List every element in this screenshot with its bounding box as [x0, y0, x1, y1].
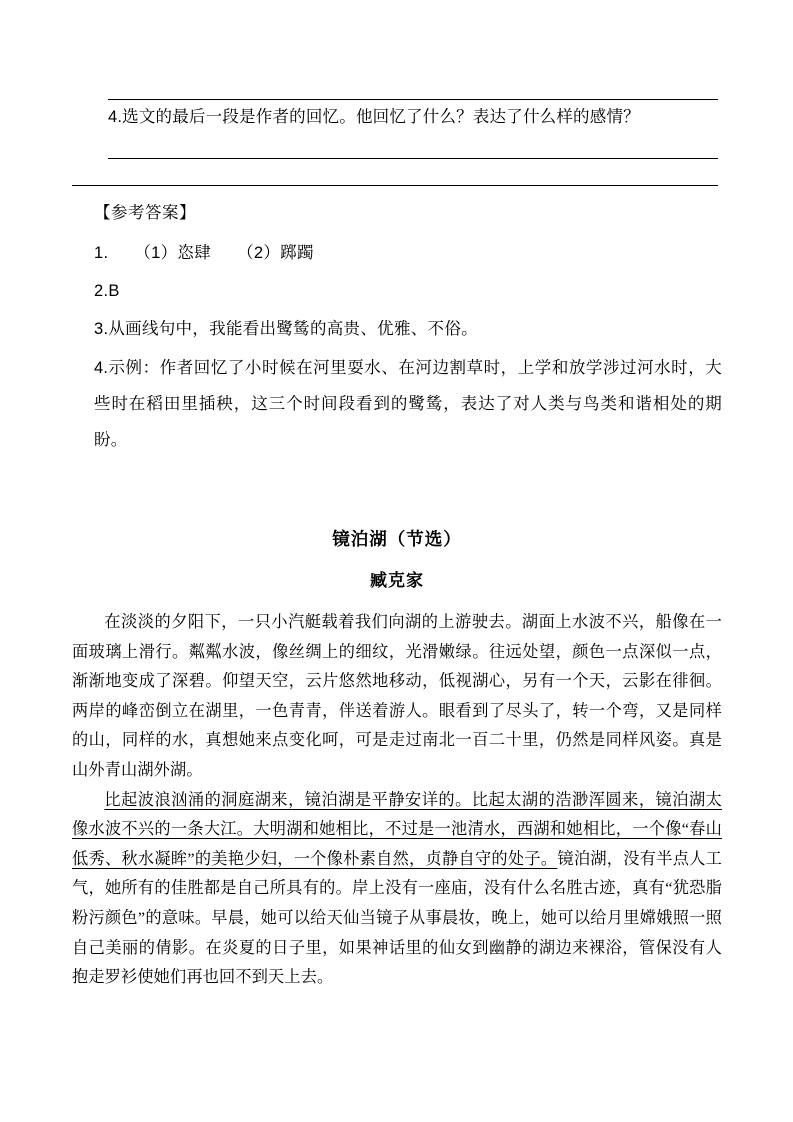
passage-paragraph-2: [72, 786, 722, 993]
answer-1-sub1: （1）恣肆: [134, 244, 212, 262]
passage-paragraph-2-rest: 镜泊湖，没有半点人工气，她所有的佳胜都是自己所具有的。岸上没有一座庙，没有什么名胜古迹，真有“犹恐脂粉污颜色”的意味。早晨，她可以给天仙当镜子从事晨妆，晚上，她可以给月里嫦娥照一照自己美丽的倩影。在炎夏的日子里，如果神话里的仙女到幽静的湖边来裸浴，管保没有人抱走罗衫使她们再也回不到天上去。: [72, 849, 723, 987]
passage-title: 镜泊湖（节选）: [332, 529, 462, 549]
answer-rule-bottom: [108, 158, 718, 159]
reading-passage: [72, 524, 722, 993]
answer-item-1: [94, 236, 722, 270]
question-4-stem: 4.选文的最后一段是作者的回忆。他回忆了什么？表达了什么样的感情？: [108, 108, 640, 126]
answer-key-section: [72, 196, 722, 458]
passage-body: [72, 608, 722, 993]
section-separator-rule: [72, 185, 718, 186]
answer-item-3: 3.从画线句中，我能看出鹭鸶的高贵、优雅、不俗。: [94, 320, 478, 338]
answer-1-sub2: （2）踯躅: [237, 244, 314, 262]
answer-item-4: 4.示例：作者回忆了小时候在河里耍水、在河边割草时，上学和放学涉过河水时，大些时在稻田里插秧，这三个时间段看到的鹭鸶，表达了对人类与鸟类和谐相处的期盼。: [94, 359, 722, 449]
passage-author: 臧克家: [370, 571, 424, 590]
answer-1-number: 1.: [94, 244, 109, 262]
passage-underlined-excerpt: 比起波浪汹涌的洞庭湖来，镜泊湖是平静安详的。比起太湖的浩渺浑圆来，镜泊湖太像水波不兴的一条大江。大明湖和她相比，不过是一池清水，西湖和她相比，一个像“春山低秀、秋水凝眸”的美艳少妇，一个像朴素自然，贞静自守的处子。: [72, 790, 722, 868]
answer-rule-top: [108, 99, 718, 100]
answer-item-2: 2.B: [94, 282, 120, 300]
answer-key-heading: 【参考答案】: [94, 204, 196, 222]
passage-paragraph-1: 在淡淡的夕阳下，一只小汽艇载着我们向湖的上游驶去。湖面上水波不兴，船像在一面玻璃上滑行。粼粼水波，像丝绸上的细纹，光滑嫩绿。往远处望，颜色一点深似一点，渐渐地变成了深碧。仰望天空，云片悠然地移动，低视湖心，另有一个天，云影在徘徊。两岸的峰峦倒立在湖里，一色青青，伴送着游人。眼看到了尽头了，转一个弯，又是同样的山，同样的水，真想她来点变化呵，可是走过南北一百二十里，仍然是同样风姿。真是山外青山湖外湖。: [72, 613, 722, 779]
